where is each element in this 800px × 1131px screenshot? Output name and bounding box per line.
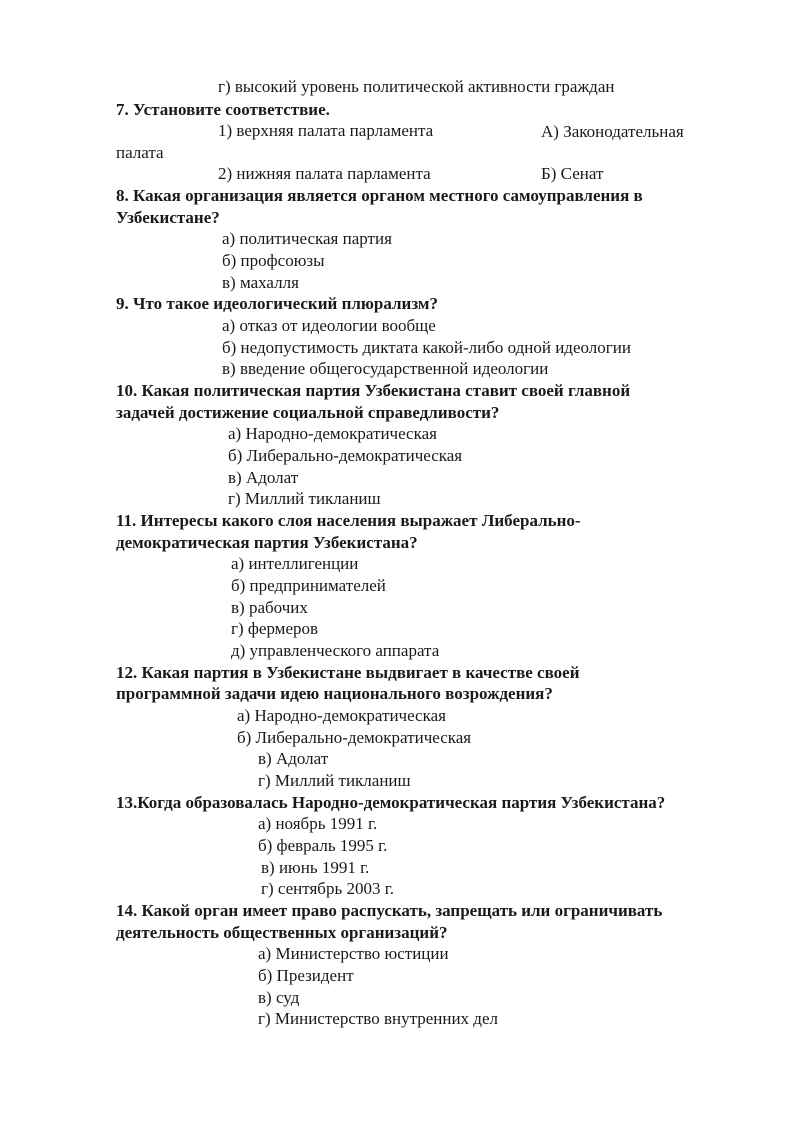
q7-row2-right: Б) Сенат [541, 164, 604, 183]
q8-option-v: в) махалля [222, 273, 299, 292]
q8-option-a: а) политическая партия [222, 229, 392, 248]
q6-option-g: г) высокий уровень политической активности граждан [218, 77, 615, 96]
q8-option-b: б) профсоюзы [222, 251, 325, 270]
q12-option-a: а) Народно-демократическая [237, 706, 446, 725]
q10-option-g: г) Миллий тикланиш [228, 489, 381, 508]
q13-option-g: г) сентябрь 2003 г. [261, 879, 395, 898]
q9-title: 9. Что такое идеологический плюрализм? [116, 294, 438, 313]
q10-option-v: в) Адолат [228, 468, 299, 487]
q14-title-line2: деятельность общественных организаций? [116, 923, 448, 942]
q8-title-line1: 8. Какая организация является органом местного самоуправления в [116, 186, 643, 205]
q13-option-v: в) июнь 1991 г. [261, 858, 370, 877]
q12-title-line1: 12. Какая партия в Узбекистане выдвигает в качестве своей [116, 663, 580, 682]
q9-option-b: б) недопустимость диктата какой-либо одной идеологии [222, 338, 631, 357]
q14-option-a: а) Министерство юстиции [258, 944, 449, 963]
q7-row1-right: А) Законодательная [541, 122, 684, 141]
q11-option-g: г) фермеров [231, 619, 319, 638]
q12-title-line2: программной задачи идею национального возрождения? [116, 684, 553, 703]
q14-title-line1: 14. Какой орган имеет право распускать, запрещать или ограничивать [116, 901, 663, 920]
q11-option-v: в) рабочих [231, 598, 308, 617]
q11-option-d: д) управленческого аппарата [231, 641, 440, 660]
q11-title-line1: 11. Интересы какого слоя населения выражает Либерально- [116, 511, 581, 530]
q7-row2-left: 2) нижняя палата парламента [218, 164, 431, 183]
q7-row1-left: 1) верхняя палата парламента [218, 121, 434, 140]
q10-option-b: б) Либерально-демократическая [228, 446, 463, 465]
q14-option-v: в) суд [258, 988, 300, 1007]
q7-title: 7. Установите соответствие. [116, 100, 330, 119]
q14-option-b: б) Президент [258, 966, 354, 985]
q13-option-a: а) ноябрь 1991 г. [258, 814, 378, 833]
q11-title-line2: демократическая партия Узбекистана? [116, 533, 418, 552]
q11-option-a: а) интеллигенции [231, 554, 359, 573]
q12-option-v: в) Адолат [258, 749, 329, 768]
q8-title-line2: Узбекистане? [116, 208, 220, 227]
q14-option-g: г) Министерство внутренних дел [258, 1009, 498, 1028]
q11-option-b: б) предпринимателей [231, 576, 386, 595]
q10-title-line1: 10. Какая политическая партия Узбекистана ставит своей главной [116, 381, 631, 400]
q12-option-g: г) Миллий тикланиш [258, 771, 411, 790]
q10-option-a: а) Народно-демократическая [228, 424, 437, 443]
q13-option-b: б) февраль 1995 г. [258, 836, 388, 855]
q10-title-line2: задачей достижение социальной справедливости? [116, 403, 500, 422]
q7-row1-wrap: палата [116, 143, 164, 162]
q12-option-b: б) Либерально-демократическая [237, 728, 472, 747]
q9-option-v: в) введение общегосударственной идеологии [222, 359, 549, 378]
q13-title: 13.Когда образовалась Народно-демократическая партия Узбекистана? [116, 793, 666, 812]
q9-option-a: а) отказ от идеологии вообще [222, 316, 436, 335]
